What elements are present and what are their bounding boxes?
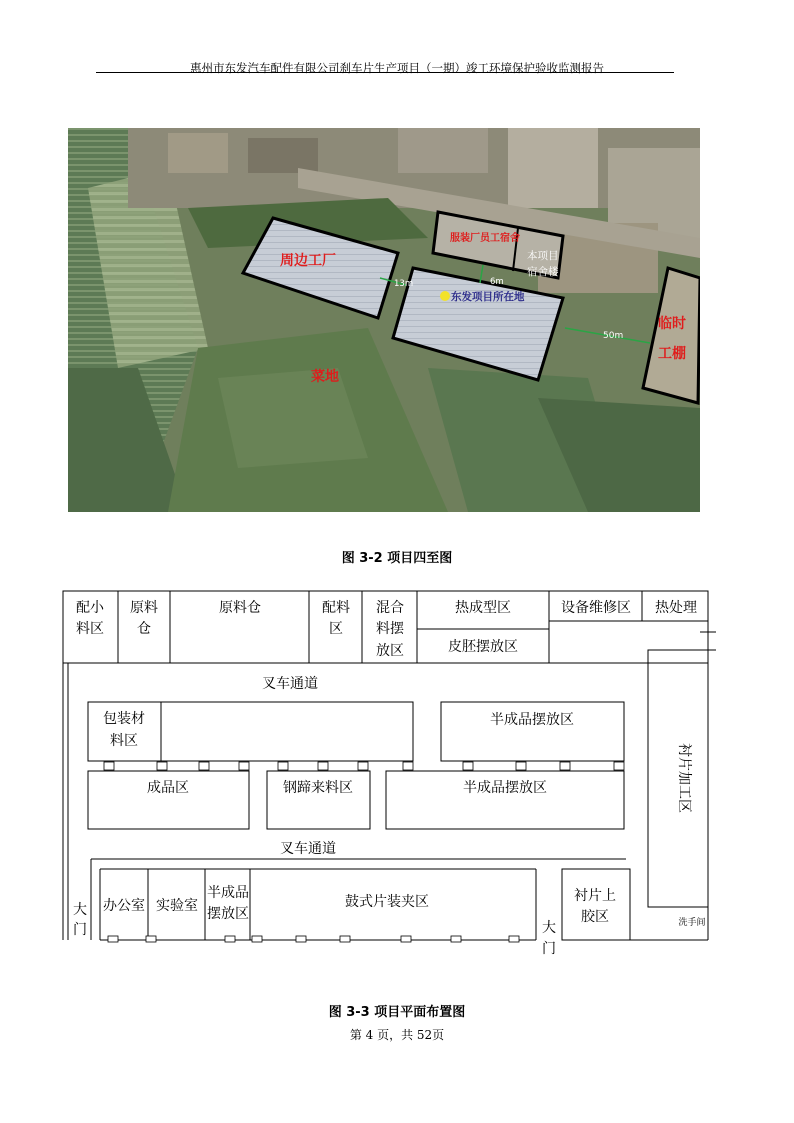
area-semi-finished-top: 半成品摆放区 [490,712,574,728]
area-heat-treatment: 热处理 [655,600,697,616]
area-office: 办公室 [103,898,145,914]
top-row-frame [63,591,708,663]
label-dist-13m: 13m [394,279,414,289]
header-rule [96,72,674,73]
area-steel-backing: 钢蹄来料区 [283,780,353,796]
area-drum-clamping: 鼓式片装夹区 [345,894,429,910]
label-farmland: 菜地 [311,369,339,385]
label-dist-6m: 6m [490,277,504,287]
area-finished-products: 成品区 [147,780,189,796]
report-header-title: 惠州市东发汽车配件有限公司刹车片生产项目（一期）竣工环境保护验收监测报告 [190,61,604,75]
label-temp-shed-2: 工棚 [658,346,686,362]
area-small-material-2: 料区 [76,621,104,637]
figure-caption-3-3: 图 3-3 项目平面布置图 [328,1005,466,1020]
area-batching-2: 区 [329,621,343,637]
area-mixing-2: 料摆 [376,621,404,637]
aerial-map [68,128,700,512]
area-mixing-3: 放区 [376,643,404,659]
label-surrounding-factory: 周边工厂 [280,253,336,269]
forklift-aisle-top: 叉车通道 [262,676,318,692]
area-mixing-1: 混合 [376,600,404,616]
gate-left-2: 门 [73,922,87,938]
area-equipment-repair: 设备维修区 [561,600,631,616]
forklift-aisle-bottom: 叉车通道 [280,841,336,857]
page-footer: 第 4 页，共 52页 [349,1028,445,1042]
area-washroom: 洗手间 [678,918,706,928]
figure-caption-3-2: 图 3-2 项目四至图 [341,551,453,566]
aerial-map-figure [68,128,700,512]
area-backing-plate-processing: 衬片加工区 [676,743,692,813]
area-packaging-1: 包装材 [103,711,145,727]
label-project-dorm-1: 本项目 [527,250,559,262]
area-blank-storage: 皮胚摆放区 [448,639,518,655]
label-garment-dorm: 服装厂员工宿舍 [450,233,520,244]
label-dist-50m: 50m [603,331,624,341]
area-small-material-1: 配小 [76,600,104,616]
area-raw-warehouse: 原料仓 [219,600,261,616]
door-markers [104,762,624,942]
gate-mid-1: 大 [542,920,556,936]
area-raw-material-2: 仓 [137,621,151,637]
area-raw-material-1: 原料 [130,600,158,616]
area-batching-1: 配料 [322,600,350,616]
area-gluing-2: 胶区 [581,909,609,925]
area-semi-finished-mid: 半成品摆放区 [463,780,547,796]
area-packaging-2: 料区 [110,733,138,749]
label-temp-shed-1: 临时 [658,316,686,332]
label-project-dorm-2: 宿舍楼 [527,266,559,278]
gate-mid-2: 门 [542,941,556,957]
label-project-site: 东发项目所在地 [451,291,525,303]
area-semi-bottom-1: 半成品 [207,885,249,901]
gate-left-1: 大 [73,902,87,918]
area-gluing-1: 衬片上 [574,888,616,904]
area-semi-bottom-2: 摆放区 [207,906,249,922]
area-lab: 实验室 [156,898,198,914]
area-hot-forming: 热成型区 [455,600,511,616]
